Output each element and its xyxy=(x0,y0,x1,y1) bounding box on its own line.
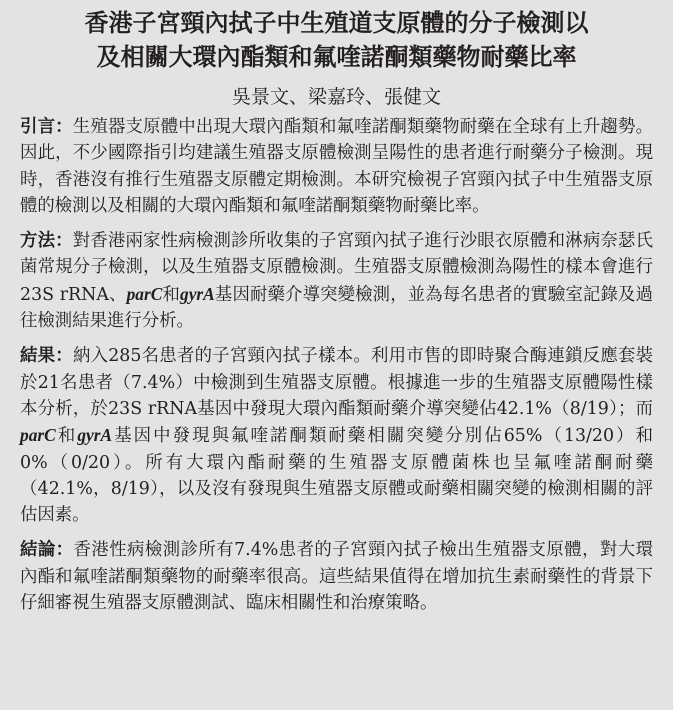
gene-name-gyra: gyrA xyxy=(180,283,215,304)
methods-section xyxy=(20,228,653,334)
section-label-methods: 方法： xyxy=(20,231,73,252)
methods-text-part-2: 和 xyxy=(162,284,180,305)
gene-name-parc: parC xyxy=(20,425,56,446)
methods-text-part-1: 對香港兩家性病檢測診所收集的子宮頸內拭子進行沙眼衣原體和淋病奈瑟氏菌常規分子檢測，以及生殖器支原體檢測。生殖器支原體檢測為陽性的樣本會進行23S rRNA、 xyxy=(20,231,653,305)
results-text-part-1: 納入285名患者的子宮頸內拭子樣本。利用市售的即時聚合酶連鎖反應套裝於21名患者（7.4%）中檢測到生殖器支原體。根據進一步的生殖器支原體陽性樣本分析，於23S rRNA基因中發現大環內酯類耐藥介導突變佔42.1%（8/19）；而 xyxy=(20,346,653,419)
section-text-conclusion: 香港性病檢測診所有7.4%患者的子宮頸內拭子檢出生殖器支原體，對大環內酯和氟喹諾酮類藥物的耐藥率很高。這些結果值得在增加抗生素耐藥性的背景下仔細審視生殖器支原體測試、臨床相關性和治療策略。 xyxy=(20,540,653,614)
conclusion-section xyxy=(20,537,653,616)
author-list: 吳景文、梁嘉玲、張健文 xyxy=(231,86,441,108)
introduction-section xyxy=(20,114,653,219)
methods-text-part-3: 基因耐藥介導突變檢測，並為每名患者的實驗室記錄及過往檢測結果進行分析。 xyxy=(20,284,653,332)
section-text-introduction: 生殖器支原體中出現大環內酯類和氟喹諾酮類藥物耐藥在全球有上升趨勢。因此，不少國際指引均建議生殖器支原體檢測呈陽性的患者進行耐藥分子檢測。現時，香港沒有推行生殖器支原體定期檢測。本研究檢視子宮頸內拭子中生殖器支原體的檢測以及相關的大環內酯類和氟喹諾酮類藥物耐藥比率。 xyxy=(20,117,653,216)
results-text-part-3: 基因中發現與氟喹諾酮類耐藥相關突變分別佔65%（13/20）和0%（0/20）。所有大環內酯耐藥的生殖器支原體菌株也呈氟喹諾酮耐藥（42.1%，8/19），以及沒有發現與生殖器支原體或耐藥相關突變的檢測相關的評估因素。 xyxy=(20,426,653,526)
section-label-conclusion: 結論： xyxy=(20,540,74,561)
title-line-1: 香港子宮頸內拭子中生殖道支原體的分子檢測以 xyxy=(84,9,589,37)
gene-name-gyra: gyrA xyxy=(77,425,113,446)
section-label-introduction: 引言： xyxy=(20,117,73,137)
title-line-2: 及相關大環內酯類和氟喹諾酮類藥物耐藥比率 xyxy=(96,43,577,71)
paper-title xyxy=(20,6,653,74)
gene-name-parc: parC xyxy=(126,283,163,304)
section-label-results: 結果： xyxy=(20,346,73,367)
results-section xyxy=(20,343,653,528)
results-text-part-2: 和 xyxy=(55,426,78,447)
